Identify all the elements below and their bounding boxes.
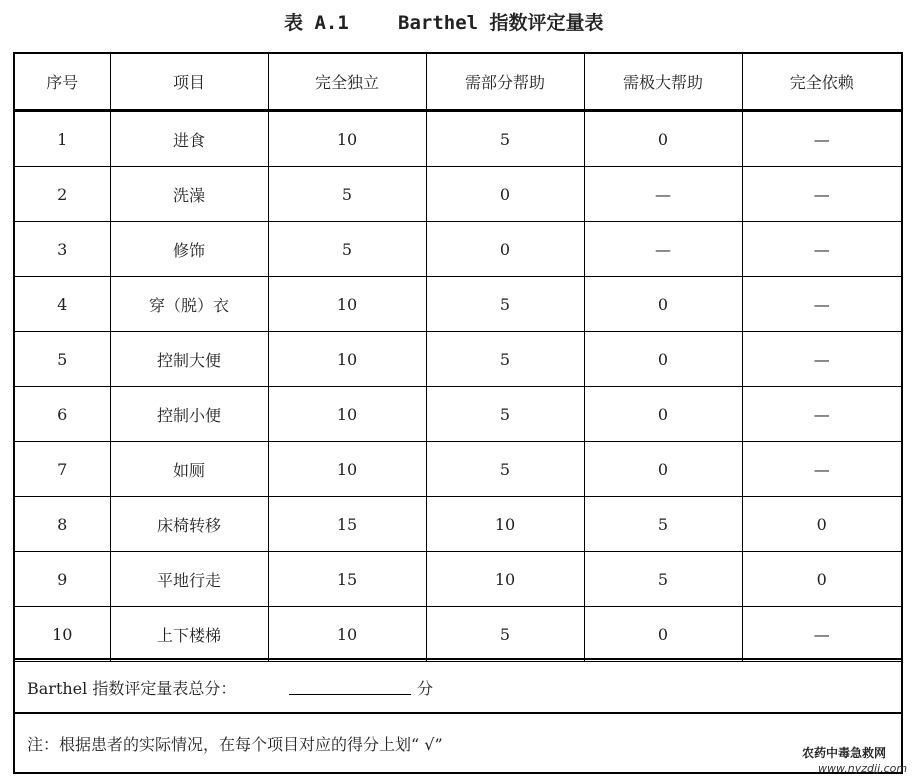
table-cell: — (742, 387, 901, 442)
table-cell: — (742, 111, 901, 167)
header-cell: 序号 (15, 54, 110, 111)
table-cell: 进食 (110, 111, 268, 167)
table-cell: 10 (15, 607, 110, 662)
table-cell: 5 (426, 607, 584, 662)
table-row (15, 277, 901, 332)
table-cell: 10 (268, 387, 426, 442)
table-cell: 0 (584, 277, 742, 332)
note-row (15, 712, 901, 772)
table-cell: 10 (426, 497, 584, 552)
table-row (15, 332, 901, 387)
table-cell: 10 (268, 442, 426, 497)
table-row (15, 167, 901, 222)
total-score-unit: 分 (417, 679, 434, 698)
total-score-blank[interactable] (289, 694, 411, 695)
table-cell: 7 (15, 442, 110, 497)
table-cell: 9 (15, 552, 110, 607)
header-row (15, 54, 901, 111)
table-cell: 10 (268, 277, 426, 332)
table-cell: 5 (426, 332, 584, 387)
table-cell: 穿（脱）衣 (110, 277, 268, 332)
table-cell: 8 (15, 497, 110, 552)
barthel-table (15, 54, 901, 662)
table-cell: — (742, 277, 901, 332)
table-cell: 床椅转移 (110, 497, 268, 552)
table-cell: 修饰 (110, 222, 268, 277)
table-caption (0, 4, 913, 34)
table-cell: 2 (15, 167, 110, 222)
table-cell: — (742, 332, 901, 387)
table-number: 表 A.1 (284, 12, 349, 34)
table-cell: 0 (742, 552, 901, 607)
table-cell: — (742, 607, 901, 662)
table-cell: 6 (15, 387, 110, 442)
table-row (15, 111, 901, 167)
table-cell: — (742, 167, 901, 222)
table-cell: — (584, 222, 742, 277)
note-text: 注：根据患者的实际情况，在每个项目对应的得分上划“ √” (27, 735, 443, 754)
table-row (15, 497, 901, 552)
header-cell: 需部分帮助 (426, 54, 584, 111)
table-cell: 10 (268, 332, 426, 387)
table-cell: 15 (268, 552, 426, 607)
table-cell: 10 (268, 607, 426, 662)
table-cell: — (584, 167, 742, 222)
table-cell: — (742, 222, 901, 277)
table-cell: 0 (426, 167, 584, 222)
table-cell: 5 (268, 222, 426, 277)
table-cell: 0 (584, 387, 742, 442)
table-cell: 0 (584, 111, 742, 167)
table-cell: 平地行走 (110, 552, 268, 607)
table-row (15, 442, 901, 497)
table-row (15, 607, 901, 662)
table-cell: 0 (742, 497, 901, 552)
table-cell: 5 (426, 387, 584, 442)
table-cell: 5 (268, 167, 426, 222)
table-cell: 控制小便 (110, 387, 268, 442)
table-row (15, 552, 901, 607)
table-cell: 洗澡 (110, 167, 268, 222)
table-cell: 1 (15, 111, 110, 167)
table-cell: 5 (584, 497, 742, 552)
header-cell: 完全依赖 (742, 54, 901, 111)
table-cell: 5 (584, 552, 742, 607)
table-cell: 5 (15, 332, 110, 387)
header-cell: 完全独立 (268, 54, 426, 111)
table-cell: 3 (15, 222, 110, 277)
total-score-label: Barthel 指数评定量表总分： (27, 679, 237, 698)
header-cell: 需极大帮助 (584, 54, 742, 111)
table-cell: 5 (426, 442, 584, 497)
watermark-logo: 农药中毒急救网 (802, 746, 887, 760)
table-cell: 0 (426, 222, 584, 277)
table-cell: 5 (426, 111, 584, 167)
table-cell: 上下楼梯 (110, 607, 268, 662)
table-row (15, 222, 901, 277)
table-cell: 15 (268, 497, 426, 552)
table-frame (13, 52, 903, 774)
table-cell: 5 (426, 277, 584, 332)
table-cell: 控制大便 (110, 332, 268, 387)
table-row (15, 387, 901, 442)
table-cell: 0 (584, 607, 742, 662)
table-cell: 4 (15, 277, 110, 332)
table-cell: 如厕 (110, 442, 268, 497)
watermark-url: www.nyzdjj.com (818, 762, 908, 775)
table-cell: 0 (584, 332, 742, 387)
total-score-row (15, 658, 901, 712)
header-cell: 项目 (110, 54, 268, 111)
table-title: Barthel 指数评定量表 (398, 12, 604, 34)
table-cell: 10 (426, 552, 584, 607)
table-cell: 0 (584, 442, 742, 497)
table-cell: 10 (268, 111, 426, 167)
table-cell: — (742, 442, 901, 497)
